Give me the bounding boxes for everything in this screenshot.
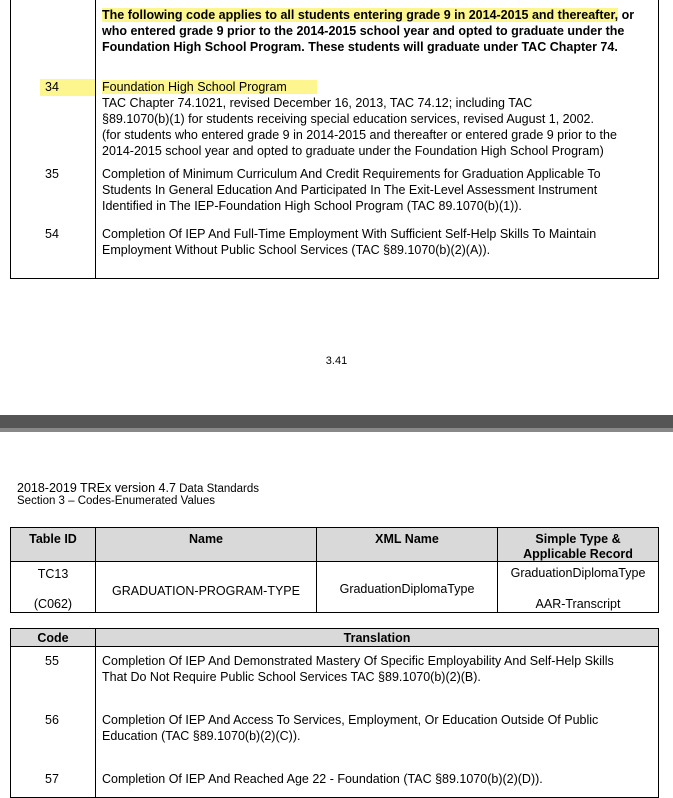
code-55-translation — [102, 653, 654, 685]
top-table-divider — [95, 0, 96, 279]
code-56-translation — [102, 712, 654, 744]
record-value: AAR-Transcript — [535, 597, 621, 611]
code-55: 55 — [45, 654, 59, 668]
code-56-line-2: Education (TAC §89.1070(b)(2)(C)). — [102, 729, 301, 743]
table-code-value: (C062) — [33, 597, 73, 611]
code-54: 54 — [45, 227, 59, 241]
header-translation: Translation — [343, 631, 411, 645]
simple-type-value: GraduationDiplomaType — [510, 566, 646, 580]
code-54-translation — [102, 226, 654, 258]
header-table-id: Table ID — [29, 532, 77, 546]
code-34-line-4: 2014-2015 school year and opted to graduate under the Foundation High School Program) — [102, 144, 604, 158]
code-56-line-1: Completion Of IEP And Access To Services, Employment, Or Education Outside Of Public — [102, 713, 599, 727]
code-34: 34 — [45, 80, 59, 94]
header-simple-type — [498, 532, 658, 562]
code-34-translation — [102, 79, 654, 159]
page-number: 3.41 — [325, 355, 348, 367]
code-34-line-2: §89.1070(b)(1) for students receiving special education services, revised August 1, 2002. — [102, 112, 594, 126]
code-table-header-rule — [10, 646, 659, 647]
header-code: Code — [37, 631, 69, 645]
code-35-translation — [102, 166, 654, 214]
code-57: 57 — [45, 772, 59, 786]
code-54-line-1: Completion Of IEP And Full-Time Employment With Sufficient Self-Help Skills To Maintain — [102, 227, 597, 241]
page-separator-shadow — [0, 428, 673, 432]
document-header-line-1 — [17, 481, 259, 495]
intro-highlight-2: all students entering grade 9 in 2014-2015 and thereafter, — [280, 8, 619, 22]
code-35-line-2: Students In General Education And Participated In The Exit-Level Assessment Instrument — [102, 183, 598, 197]
document-header-line-2: Section 3 – Codes-Enumerated Values — [17, 495, 215, 507]
intro-paragraph — [102, 7, 654, 55]
code-34-line-1: TAC Chapter 74.1021, revised December 16, 2013, TAC 74.12; including TAC — [102, 96, 533, 110]
header-name: Name — [188, 532, 224, 546]
code-35-line-3: Identified in The IEP-Foundation High School Program (TAC 89.1070(b)(1)). — [102, 199, 522, 213]
header-simple-type-line-2: Applicable Record — [523, 547, 633, 561]
intro-highlight-1: The following code applies to — [102, 8, 281, 22]
code-34-title: Foundation High School Program — [102, 80, 317, 94]
table-id-value: TC13 — [37, 567, 69, 581]
intro-rest: or who entered grade 9 prior to the 2014-2015 school year and opted to graduate under the Foundation High School Program. These students will graduate under TAC Chapter 74. — [102, 8, 635, 54]
code-35: 35 — [45, 167, 59, 181]
page-separator — [0, 415, 673, 429]
code-34-line-3: (for students who entered grade 9 in 2014-2015 and thereafter or entered grade 9 prior to the — [102, 128, 617, 142]
code-57-translation — [102, 771, 654, 787]
xml-name-value: GraduationDiplomaType — [339, 582, 475, 596]
name-value: GRADUATION-PROGRAM-TYPE — [112, 584, 300, 598]
header-xml-name: XML Name — [375, 532, 439, 546]
code-54-line-2: Employment Without Public School Services (TAC §89.1070(b)(2)(A)). — [102, 243, 491, 257]
code-table-divider — [95, 628, 96, 798]
code-35-line-1: Completion of Minimum Curriculum And Credit Requirements for Graduation Applicable To — [102, 167, 601, 181]
header-simple-type-line-1: Simple Type & — [535, 532, 621, 546]
code-55-line-1: Completion Of IEP And Demonstrated Mastery Of Specific Employability And Self-Help Skills — [102, 654, 614, 668]
code-56: 56 — [45, 713, 59, 727]
document-version: 2018-2019 TREx version 4.7 — [17, 481, 176, 495]
code-55-line-2: That Do Not Require Public School Services TAC §89.1070(b)(2)(B). — [102, 670, 481, 684]
document-version-suffix: Data Standards — [175, 483, 260, 495]
code-57-line-1: Completion Of IEP And Reached Age 22 - Foundation (TAC §89.1070(b)(2)(D)). — [102, 772, 543, 786]
